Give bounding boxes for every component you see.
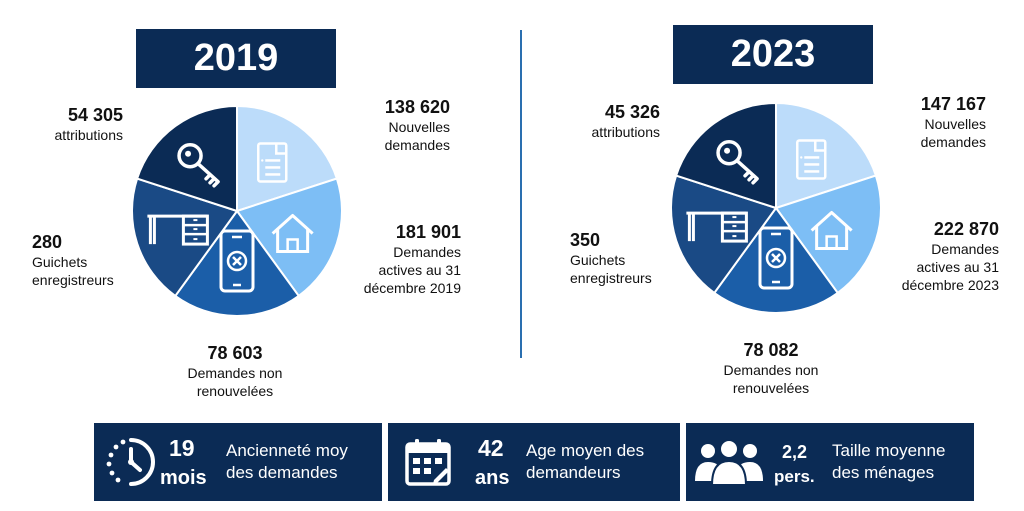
- stat-value: 54 305: [67, 105, 123, 125]
- stat-label: attributions: [591, 124, 660, 140]
- stat-label: actives au 31: [916, 259, 999, 275]
- stat-description: [526, 440, 644, 484]
- stat-number: 2,2: [782, 442, 808, 462]
- stat-value: 350: [570, 230, 601, 250]
- desc-line: Ancienneté moy: [226, 441, 348, 460]
- stat-label: Nouvelles: [388, 119, 450, 135]
- clock-icon: [104, 435, 158, 489]
- calendar-icon: [404, 438, 454, 488]
- stat-label: demandes: [920, 134, 986, 150]
- stat-attributions-2019: [55, 104, 123, 144]
- stat-label: renouvelées: [732, 380, 810, 396]
- people-icon: [694, 437, 764, 487]
- stat-label: Guichets: [570, 252, 626, 268]
- pie-chart-2023: [670, 102, 882, 314]
- stat-value: 181 901: [395, 222, 461, 242]
- stat-value: 147 167: [920, 94, 986, 114]
- stat-unit: ans: [475, 467, 510, 489]
- stat-label: décembre 2019: [363, 280, 461, 296]
- stat-unit: pers.: [774, 467, 815, 486]
- stat-value: 78 082: [743, 340, 799, 360]
- stat-attributions-2023: [592, 101, 660, 141]
- stat-value: 138 620: [384, 97, 450, 117]
- stat-guichets-2023: [570, 229, 652, 287]
- stat-label: Demandes: [393, 244, 461, 260]
- stat-label: Nouvelles: [924, 116, 986, 132]
- year-banner-2019: 2019: [136, 29, 336, 88]
- panel-divider: [520, 30, 522, 358]
- stat-label: attributions: [54, 127, 123, 143]
- desc-line: Age moyen des: [526, 441, 645, 460]
- desc-line: Taille moyenne: [832, 441, 946, 460]
- stat-value: 280: [32, 232, 63, 252]
- stat-label: enregistreurs: [570, 270, 652, 286]
- stat-label: décembre 2023: [901, 277, 999, 293]
- stat-non-renouvelees-2019: [160, 342, 310, 400]
- desc-line: demandeurs: [526, 463, 621, 482]
- stat-label: Demandes non: [187, 365, 283, 381]
- stat-label: Demandes: [931, 241, 999, 257]
- stat-value: 45 326: [604, 102, 660, 122]
- stat-box-anciennete: [94, 423, 382, 501]
- stat-label: Guichets: [32, 254, 88, 270]
- year-banner-2023: 2023: [673, 25, 873, 84]
- stat-guichets-2019: [32, 231, 114, 289]
- stat-number: 42: [478, 435, 504, 461]
- stat-actives-2023: [902, 218, 999, 294]
- stat-label: demandes: [384, 137, 450, 153]
- stat-label: actives au 31: [378, 262, 461, 278]
- stat-unit: mois: [160, 467, 207, 489]
- stat-description: [226, 440, 348, 484]
- stat-value: 222 870: [933, 219, 999, 239]
- stat-label: enregistreurs: [32, 272, 114, 288]
- pie-chart-2019: [131, 105, 343, 317]
- stat-value: 78 603: [207, 343, 263, 363]
- desc-line: des demandes: [226, 463, 338, 482]
- stat-label: Demandes non: [723, 362, 819, 378]
- stat-actives-2019: [364, 221, 461, 297]
- stat-box-age: [388, 423, 680, 501]
- stat-nouvelles-2019: [385, 96, 450, 154]
- stat-box-menages: [686, 423, 974, 501]
- stat-number: 19: [169, 435, 195, 461]
- stat-non-renouvelees-2023: [696, 339, 846, 397]
- stat-label: renouvelées: [196, 383, 274, 399]
- desc-line: des ménages: [832, 463, 935, 482]
- stat-nouvelles-2023: [921, 93, 986, 151]
- stat-description: [832, 440, 945, 484]
